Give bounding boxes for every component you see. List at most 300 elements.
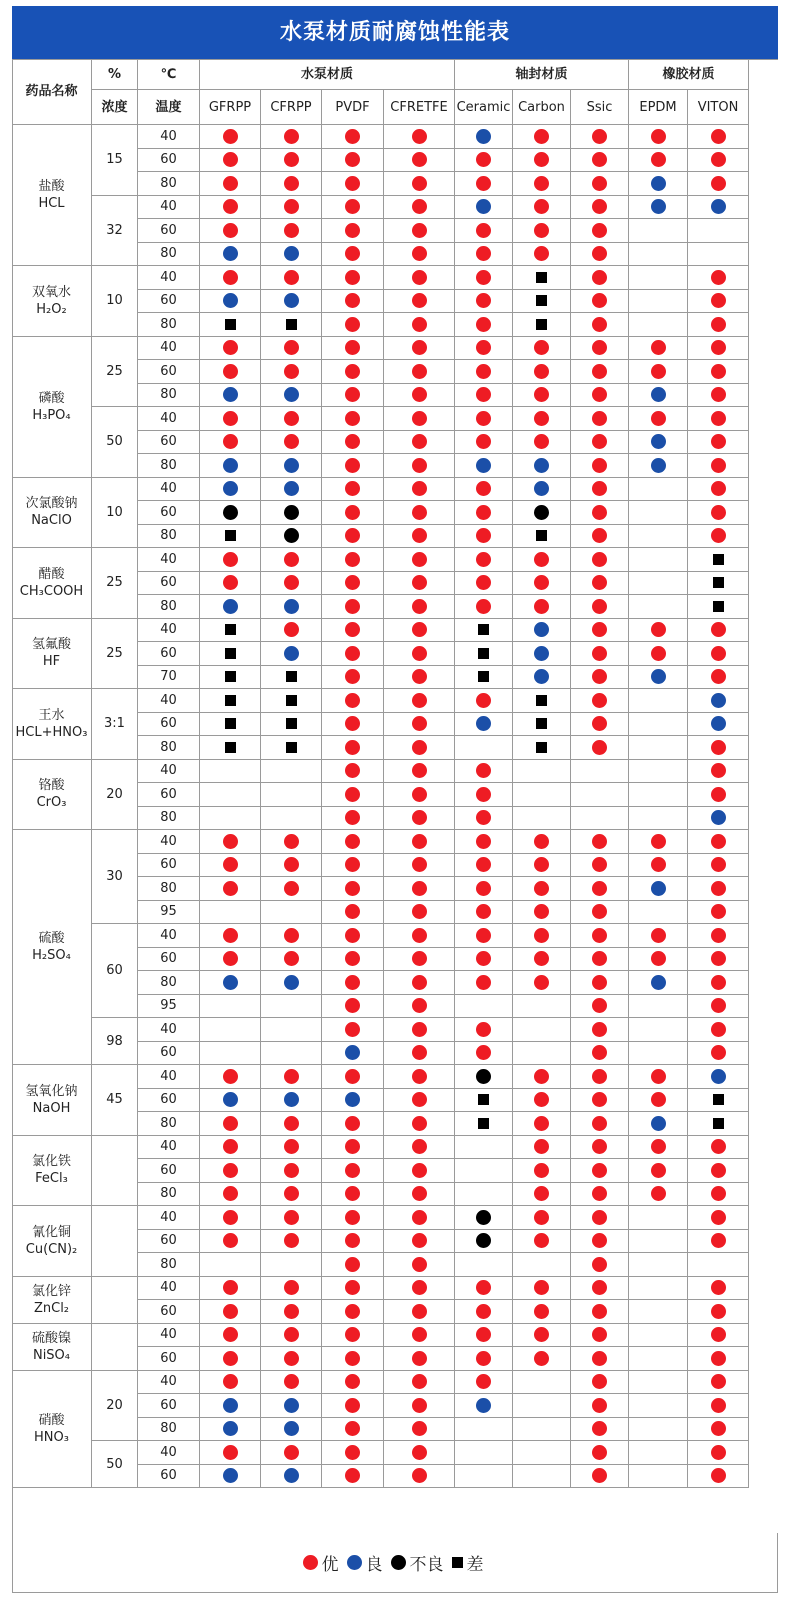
rating-excellent-mark [711, 1351, 726, 1366]
rating-good-mark [476, 129, 491, 144]
rating-good-mark [284, 458, 299, 473]
rating-excellent-mark [476, 223, 491, 238]
rating-excellent-mark [534, 904, 549, 919]
temperature-cell: 60 [138, 431, 200, 455]
chemical-formula: CrO₃ [36, 795, 67, 811]
rating-excellent-mark [592, 1045, 607, 1060]
rating-good-mark [284, 1421, 299, 1436]
rating-cell-pvdf [322, 1347, 384, 1371]
rating-cell-viton [688, 854, 749, 878]
rating-excellent-mark [592, 411, 607, 426]
rating-cell-carbon [513, 807, 571, 831]
rating-excellent-mark [592, 1257, 607, 1272]
rating-excellent-mark [711, 293, 726, 308]
rating-cell-carbon [513, 407, 571, 431]
rating-cell-cfrpp [261, 1418, 322, 1442]
rating-cell-epdm [629, 572, 688, 596]
rating-cell-ceramic [455, 478, 513, 502]
rating-cell-epdm [629, 1206, 688, 1230]
temperature-cell: 80 [138, 313, 200, 337]
rating-cell-ssic [571, 1394, 629, 1418]
rating-cell-gfrpp [200, 572, 261, 596]
rating-cell-cfretfe [384, 313, 455, 337]
rating-cell-cfretfe [384, 689, 455, 713]
rating-cell-carbon [513, 454, 571, 478]
rating-cell-gfrpp [200, 219, 261, 243]
rating-cell-pvdf [322, 736, 384, 760]
rating-excellent-mark [476, 246, 491, 261]
rating-excellent-mark [711, 1163, 726, 1178]
rating-excellent-mark [284, 1069, 299, 1084]
rating-excellent-mark [223, 575, 238, 590]
rating-cell-pvdf [322, 1042, 384, 1066]
rating-cell-epdm [629, 1418, 688, 1442]
rating-excellent-mark [592, 599, 607, 614]
rating-excellent-mark [284, 1327, 299, 1342]
rating-cell-carbon [513, 642, 571, 666]
rating-excellent-mark [345, 1163, 360, 1178]
rating-excellent-mark [412, 364, 427, 379]
concentration-cell: 30 [92, 830, 138, 924]
rating-cell-ssic [571, 1253, 629, 1277]
rating-cell-carbon [513, 196, 571, 220]
rating-excellent-mark [592, 1398, 607, 1413]
rating-cell-ssic [571, 666, 629, 690]
temperature-cell: 60 [138, 1230, 200, 1254]
rating-excellent-mark [412, 857, 427, 872]
rating-excellent-mark [284, 857, 299, 872]
rating-excellent-mark [284, 881, 299, 896]
rating-excellent-mark [534, 223, 549, 238]
rating-excellent-mark [476, 434, 491, 449]
chemical-name-cell [12, 689, 92, 760]
rating-excellent-mark [711, 622, 726, 637]
rating-excellent-mark [284, 1186, 299, 1201]
rating-cell-epdm [629, 666, 688, 690]
rating-cell-cfretfe [384, 1136, 455, 1160]
rating-excellent-mark [412, 458, 427, 473]
rating-cell-viton [688, 1206, 749, 1230]
rating-excellent-mark [592, 505, 607, 520]
rating-cell-cfretfe [384, 431, 455, 455]
rating-excellent-mark [476, 481, 491, 496]
rating-cell-ssic [571, 149, 629, 173]
rating-excellent-mark [592, 928, 607, 943]
chemical-formula: H₂SO₄ [32, 948, 71, 963]
rating-cell-pvdf [322, 1018, 384, 1042]
rating-excellent-mark [345, 1069, 360, 1084]
rating-excellent-mark [284, 552, 299, 567]
rating-cell-pvdf [322, 149, 384, 173]
rating-excellent-mark [711, 1445, 726, 1460]
rating-good-mark [223, 1468, 238, 1483]
rating-cell-carbon [513, 1183, 571, 1207]
rating-excellent-mark [592, 481, 607, 496]
rating-excellent-mark [223, 1304, 238, 1319]
rating-cell-viton [688, 901, 749, 925]
rating-cell-viton [688, 454, 749, 478]
rating-cell-pvdf [322, 760, 384, 784]
rating-cell-cfrpp [261, 1253, 322, 1277]
rating-cell-gfrpp [200, 337, 261, 361]
rating-excellent-mark [592, 669, 607, 684]
rating-excellent-mark [223, 881, 238, 896]
temperature-cell: 40 [138, 1371, 200, 1395]
rating-excellent-mark [345, 458, 360, 473]
temperature-cell: 80 [138, 243, 200, 267]
rating-cell-gfrpp [200, 595, 261, 619]
temperature-cell: 80 [138, 525, 200, 549]
rating-excellent-mark [223, 1116, 238, 1131]
rating-excellent-mark [651, 646, 666, 661]
rating-bad-mark [536, 295, 547, 306]
rating-cell-cfrpp [261, 454, 322, 478]
rating-cell-viton [688, 1347, 749, 1371]
temperature-cell: 80 [138, 172, 200, 196]
chemical-name-cn: 硫酸 [38, 931, 65, 946]
rating-cell-pvdf [322, 219, 384, 243]
rating-excellent-mark [284, 1233, 299, 1248]
rating-excellent-mark [412, 317, 427, 332]
rating-excellent-mark [592, 293, 607, 308]
rating-cell-cfrpp [261, 1347, 322, 1371]
rating-cell-cfretfe [384, 1347, 455, 1371]
rating-good-mark [476, 199, 491, 214]
rating-cell-carbon [513, 689, 571, 713]
rating-excellent-mark [223, 1445, 238, 1460]
rating-excellent-mark [345, 787, 360, 802]
rating-cell-cfretfe [384, 1018, 455, 1042]
temperature-cell: 80 [138, 454, 200, 478]
rating-bad-mark [225, 530, 236, 541]
rating-cell-ssic [571, 548, 629, 572]
rating-cell-cfretfe [384, 572, 455, 596]
rating-cell-ceramic [455, 1183, 513, 1207]
rating-cell-gfrpp [200, 1465, 261, 1489]
rating-cell-pvdf [322, 1441, 384, 1465]
rating-excellent-mark [345, 928, 360, 943]
rating-cell-carbon [513, 172, 571, 196]
rating-cell-carbon [513, 854, 571, 878]
rating-cell-ceramic [455, 1206, 513, 1230]
rating-cell-cfretfe [384, 360, 455, 384]
rating-excellent-mark [223, 1069, 238, 1084]
rating-excellent-mark [345, 270, 360, 285]
chemical-name-cn: 氯化锌 [31, 1283, 71, 1299]
rating-cell-ssic [571, 1112, 629, 1136]
rating-excellent-mark [412, 575, 427, 590]
rating-excellent-mark [711, 646, 726, 661]
rating-cell-pvdf [322, 595, 384, 619]
rating-cell-ssic [571, 1441, 629, 1465]
rating-cell-cfrpp [261, 1371, 322, 1395]
rating-cell-viton [688, 830, 749, 854]
rating-cell-cfretfe [384, 1324, 455, 1348]
rating-cell-epdm [629, 1300, 688, 1324]
rating-excellent-mark [711, 1139, 726, 1154]
rating-excellent-mark [284, 575, 299, 590]
rating-excellent-mark [534, 387, 549, 402]
rating-cell-pvdf [322, 1277, 384, 1301]
rating-excellent-mark [534, 599, 549, 614]
rating-excellent-mark [412, 1468, 427, 1483]
rating-cell-gfrpp [200, 501, 261, 525]
rating-excellent-mark [476, 270, 491, 285]
rating-good-mark [476, 716, 491, 731]
rating-excellent-mark [651, 1163, 666, 1178]
rating-excellent-mark [345, 152, 360, 167]
rating-good-mark [223, 246, 238, 261]
rating-cell-carbon [513, 1277, 571, 1301]
rating-excellent-mark [345, 1139, 360, 1154]
rating-cell-cfretfe [384, 783, 455, 807]
rating-excellent-mark [284, 1445, 299, 1460]
rating-good-mark [711, 810, 726, 825]
rating-excellent-mark [592, 1280, 607, 1295]
rating-cell-gfrpp [200, 454, 261, 478]
rating-excellent-mark [534, 411, 549, 426]
header-material-epdm: EPDM [629, 90, 688, 125]
rating-good-mark [651, 669, 666, 684]
rating-excellent-mark [412, 1186, 427, 1201]
rating-excellent-mark [592, 364, 607, 379]
rating-excellent-mark [711, 1233, 726, 1248]
rating-excellent-mark [711, 364, 726, 379]
rating-cell-pvdf [322, 337, 384, 361]
rating-cell-ceramic [455, 149, 513, 173]
rating-excellent-mark [412, 270, 427, 285]
rating-good-mark [223, 1092, 238, 1107]
rating-good-mark [223, 481, 238, 496]
rating-excellent-mark [284, 1304, 299, 1319]
rating-cell-carbon [513, 149, 571, 173]
rating-cell-ssic [571, 1300, 629, 1324]
rating-excellent-mark [534, 1233, 549, 1248]
rating-excellent-mark [534, 434, 549, 449]
rating-good-mark [284, 1092, 299, 1107]
rating-cell-carbon [513, 830, 571, 854]
rating-cell-gfrpp [200, 431, 261, 455]
rating-cell-carbon [513, 1042, 571, 1066]
rating-cell-gfrpp [200, 1183, 261, 1207]
chemical-name-cell [12, 1065, 92, 1136]
rating-excellent-mark [534, 881, 549, 896]
rating-cell-pvdf [322, 313, 384, 337]
chemical-formula: Cu(CN)₂ [25, 1241, 78, 1257]
rating-excellent-mark [412, 716, 427, 731]
rating-poor-mark [223, 505, 238, 520]
rating-cell-cfrpp [261, 196, 322, 220]
rating-excellent-mark [711, 763, 726, 778]
rating-excellent-mark [592, 552, 607, 567]
rating-cell-cfretfe [384, 1371, 455, 1395]
rating-cell-cfretfe [384, 1065, 455, 1089]
rating-cell-epdm [629, 1136, 688, 1160]
rating-cell-gfrpp [200, 1065, 261, 1089]
rating-excellent-mark [711, 270, 726, 285]
rating-excellent-mark [592, 1304, 607, 1319]
rating-excellent-mark [284, 834, 299, 849]
rating-excellent-mark [476, 599, 491, 614]
rating-cell-cfretfe [384, 736, 455, 760]
concentration-cell: 32 [92, 196, 138, 267]
chemical-name-cn: 氢氧化钠 [25, 1083, 78, 1099]
rating-good-mark [651, 975, 666, 990]
rating-excellent-mark [345, 1327, 360, 1342]
rating-cell-ceramic [455, 1089, 513, 1113]
rating-cell-viton [688, 1394, 749, 1418]
rating-excellent-mark [711, 1186, 726, 1201]
rating-cell-gfrpp [200, 1230, 261, 1254]
rating-cell-cfrpp [261, 478, 322, 502]
rating-excellent-mark [711, 975, 726, 990]
temperature-cell: 40 [138, 924, 200, 948]
rating-excellent-mark [592, 340, 607, 355]
header-group-seal: 轴封材质 [455, 59, 629, 90]
rating-excellent-mark [412, 481, 427, 496]
rating-excellent-mark [345, 552, 360, 567]
rating-cell-ceramic [455, 1324, 513, 1348]
rating-excellent-mark [345, 129, 360, 144]
rating-excellent-mark [592, 1022, 607, 1037]
rating-bad-mark [536, 272, 547, 283]
rating-cell-cfrpp [261, 313, 322, 337]
rating-excellent-mark [711, 411, 726, 426]
rating-cell-pvdf [322, 666, 384, 690]
rating-cell-ssic [571, 619, 629, 643]
rating-excellent-mark [711, 1280, 726, 1295]
rating-cell-gfrpp [200, 948, 261, 972]
rating-cell-carbon [513, 313, 571, 337]
rating-cell-viton [688, 1371, 749, 1395]
rating-excellent-mark [711, 129, 726, 144]
rating-cell-gfrpp [200, 830, 261, 854]
rating-excellent-mark [345, 1304, 360, 1319]
rating-excellent-mark [284, 434, 299, 449]
rating-excellent-mark [711, 669, 726, 684]
rating-excellent-mark [284, 1374, 299, 1389]
temperature-cell: 60 [138, 149, 200, 173]
rating-excellent-mark [476, 763, 491, 778]
rating-cell-cfrpp [261, 1136, 322, 1160]
rating-cell-cfretfe [384, 830, 455, 854]
rating-cell-cfretfe [384, 1089, 455, 1113]
rating-cell-gfrpp [200, 995, 261, 1019]
rating-cell-pvdf [322, 995, 384, 1019]
temperature-cell: 40 [138, 407, 200, 431]
rating-excellent-mark [651, 411, 666, 426]
chemical-formula: FeCl₃ [35, 1171, 68, 1187]
rating-excellent-mark [223, 1139, 238, 1154]
rating-cell-ssic [571, 595, 629, 619]
rating-excellent-mark [284, 270, 299, 285]
rating-excellent-mark [412, 599, 427, 614]
concentration-cell: 60 [92, 924, 138, 1018]
rating-cell-gfrpp [200, 689, 261, 713]
temperature-cell: 40 [138, 619, 200, 643]
rating-cell-epdm [629, 1465, 688, 1489]
rating-cell-carbon [513, 1441, 571, 1465]
rating-excellent-mark [476, 528, 491, 543]
rating-cell-ceramic [455, 595, 513, 619]
header-pct: % [92, 59, 138, 90]
rating-cell-cfretfe [384, 1230, 455, 1254]
rating-cell-carbon [513, 501, 571, 525]
chemical-name-cell [12, 1206, 92, 1277]
chemical-name-cell [12, 478, 92, 549]
rating-excellent-mark [412, 528, 427, 543]
header-material-gfrpp: GFRPP [200, 90, 261, 125]
rating-excellent-mark [412, 434, 427, 449]
rating-cell-cfretfe [384, 1183, 455, 1207]
rating-cell-carbon [513, 1371, 571, 1395]
rating-excellent-mark [223, 223, 238, 238]
rating-cell-cfretfe [384, 666, 455, 690]
rating-cell-cfretfe [384, 478, 455, 502]
rating-excellent-mark [412, 693, 427, 708]
rating-cell-epdm [629, 1230, 688, 1254]
rating-cell-gfrpp [200, 877, 261, 901]
temperature-cell: 80 [138, 971, 200, 995]
rating-cell-carbon [513, 666, 571, 690]
rating-good-mark [534, 481, 549, 496]
temperature-cell: 60 [138, 948, 200, 972]
rating-excellent-mark [592, 975, 607, 990]
rating-good-mark [711, 1069, 726, 1084]
rating-excellent-mark [345, 1351, 360, 1366]
rating-excellent-mark [412, 1351, 427, 1366]
rating-good-mark [223, 387, 238, 402]
rating-cell-cfretfe [384, 1394, 455, 1418]
rating-cell-cfrpp [261, 337, 322, 361]
rating-excellent-mark [345, 763, 360, 778]
rating-cell-epdm [629, 149, 688, 173]
chemical-name-cn: 硫酸镍 [31, 1330, 71, 1346]
rating-cell-pvdf [322, 360, 384, 384]
temperature-cell: 60 [138, 854, 200, 878]
rating-excellent-mark [592, 1327, 607, 1342]
concentration-cell: 50 [92, 1441, 138, 1488]
rating-cell-cfrpp [261, 1300, 322, 1324]
rating-cell-carbon [513, 971, 571, 995]
rating-cell-cfrpp [261, 407, 322, 431]
rating-excellent-mark [345, 575, 360, 590]
rating-excellent-mark [345, 693, 360, 708]
temperature-cell: 60 [138, 1042, 200, 1066]
rating-excellent-mark [345, 904, 360, 919]
rating-cell-ceramic [455, 384, 513, 408]
rating-cell-ssic [571, 572, 629, 596]
rating-cell-pvdf [322, 1324, 384, 1348]
rating-excellent-mark [223, 1327, 238, 1342]
rating-good-mark [284, 387, 299, 402]
rating-cell-viton [688, 478, 749, 502]
rating-cell-epdm [629, 948, 688, 972]
rating-cell-cfrpp [261, 1206, 322, 1230]
temperature-cell: 40 [138, 337, 200, 361]
rating-excellent-mark [223, 834, 238, 849]
rating-excellent-mark [534, 176, 549, 191]
rating-cell-viton [688, 1465, 749, 1489]
rating-cell-viton [688, 971, 749, 995]
rating-excellent-mark [476, 693, 491, 708]
rating-excellent-mark [345, 646, 360, 661]
rating-cell-cfretfe [384, 525, 455, 549]
rating-cell-ssic [571, 1418, 629, 1442]
rating-cell-epdm [629, 337, 688, 361]
rating-excellent-mark [476, 1327, 491, 1342]
rating-cell-cfrpp [261, 1230, 322, 1254]
